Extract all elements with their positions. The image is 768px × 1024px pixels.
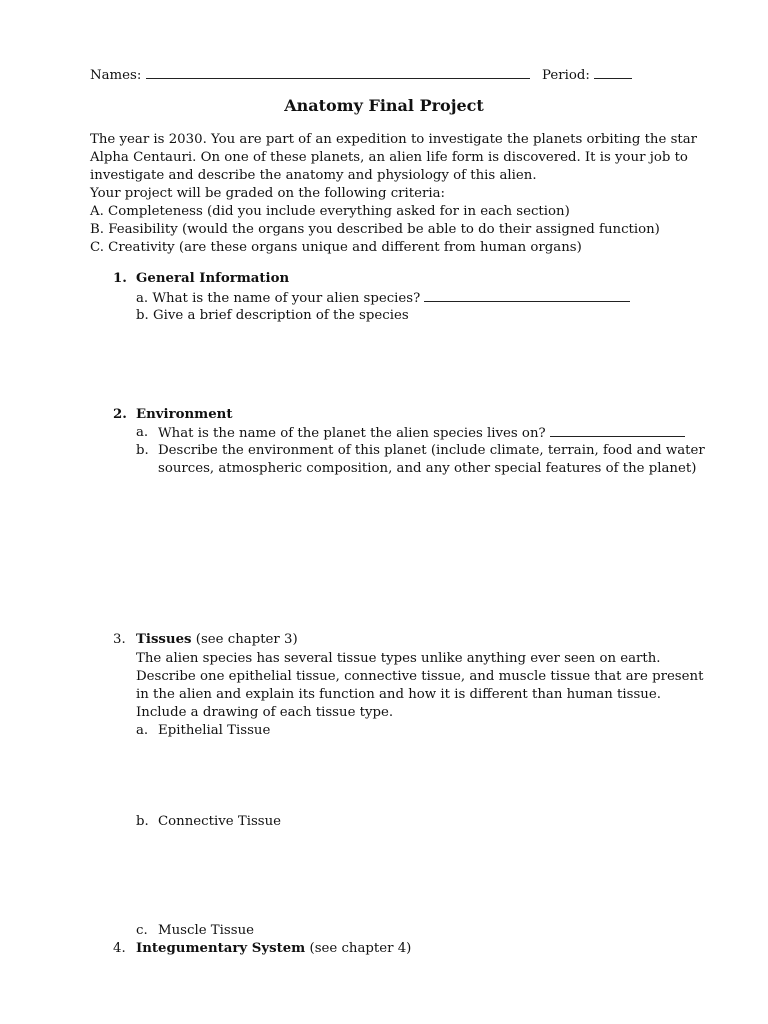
section-4-heading-text: Integumentary System [136, 941, 306, 956]
period-label: Period: [542, 68, 590, 83]
section-2-heading-text: Environment [136, 407, 233, 422]
section-3-heading-text: Tissues [136, 632, 192, 647]
section-1-number [113, 270, 127, 288]
section-3-item-b-letter: b. [136, 814, 149, 829]
section-1-item-a-text: a. What is the name of your alien species? [136, 291, 421, 306]
section-3-body-2: Describe one epithelial tissue, connective tissue, and muscle tissue that are present [136, 669, 704, 684]
section-2-item-b-line-1: Describe the environment of this planet (include climate, terrain, food and water [158, 443, 705, 458]
section-1-heading [136, 270, 289, 288]
names-label: Names: [90, 68, 142, 83]
period-field[interactable] [542, 66, 632, 85]
criteria-b: B. Feasibility (would the organs you described be able to do their assigned function) [90, 222, 660, 237]
names-blank[interactable] [146, 66, 530, 79]
intro-line-1: The year is 2030. You are part of an expedition to investigate the planets orbiting the star [90, 132, 698, 147]
names-field[interactable] [90, 66, 530, 85]
section-2-item-a-letter: a. [136, 425, 149, 440]
section-2-item-a-text: What is the name of the planet the alien species lives on? [158, 426, 546, 441]
section-1-item-a [136, 289, 630, 308]
species-name-blank[interactable] [424, 289, 630, 302]
page-title: Anatomy Final Project [284, 96, 484, 115]
section-4-heading-note: (see chapter 4) [309, 941, 412, 956]
criteria-intro: Your project will be graded on the following criteria: [90, 186, 446, 201]
section-3-heading-note: (see chapter 3) [195, 632, 298, 647]
section-3-item-a-letter: a. [136, 723, 149, 738]
section-3-item-b: Connective Tissue [158, 814, 282, 829]
section-3-body-3: in the alien and explain its function and how it is different than human tissue. [136, 687, 661, 702]
section-2-num: 2. [113, 407, 127, 422]
section-2-item-a [158, 424, 685, 443]
period-blank[interactable] [594, 66, 632, 79]
section-2-item-b-letter: b. [136, 443, 149, 458]
intro-line-2: Alpha Centauri. On one of these planets, an alien life form is discovered. It is your job to [90, 150, 688, 165]
section-3-body-4: Include a drawing of each tissue type. [136, 705, 394, 720]
criteria-a: A. Completeness (did you include everything asked for in each section) [90, 204, 570, 219]
planet-name-blank[interactable] [550, 424, 685, 437]
section-3-item-c-letter: c. [136, 923, 148, 938]
section-3-item-c: Muscle Tissue [158, 923, 254, 938]
section-2-heading [136, 406, 232, 424]
criteria-c: C. Creativity (are these organs unique and different from human organs) [90, 240, 582, 255]
section-3-body-1: The alien species has several tissue types unlike anything ever seen on earth. [136, 651, 661, 666]
section-3-number: 3. [113, 632, 126, 647]
section-2-item-b-line-2: sources, atmospheric composition, and any other special features of the planet) [158, 461, 697, 476]
section-4-number: 4. [113, 941, 126, 956]
section-2-number [113, 406, 127, 424]
section-3-item-a: Epithelial Tissue [158, 723, 271, 738]
section-1-item-b: b. Give a brief description of the species [136, 308, 409, 323]
section-1-num: 1. [113, 271, 127, 286]
section-1-heading-text: General Information [136, 271, 290, 286]
section-4-heading [136, 940, 411, 958]
intro-line-3: investigate and describe the anatomy and physiology of this alien. [90, 168, 537, 183]
section-3-heading [136, 631, 298, 649]
